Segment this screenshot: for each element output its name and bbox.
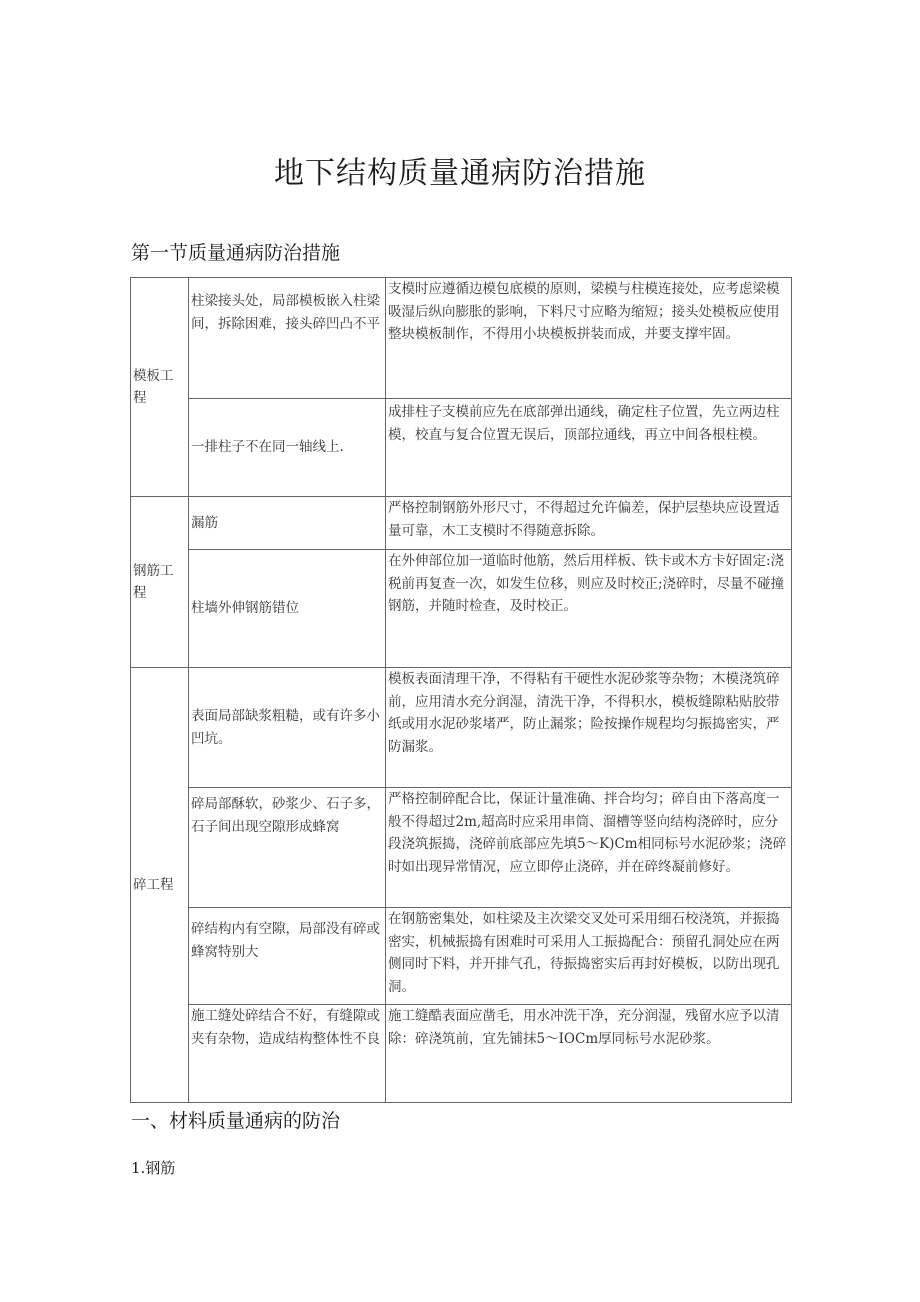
measures-table: [130, 277, 792, 1103]
measure-cell: 严格控制钢筋外形尺寸，不得超过允许偏差，保护层垫块应设置适量可靠，木工支模时不得随意拆除。: [386, 497, 792, 550]
problem-cell: 碎局部酥软，砂浆少、石子多，石子间出现空隙形成蜂窝: [189, 788, 386, 908]
table-row: [131, 399, 792, 497]
measure-cell: 在钢筋密集处，如柱梁及主次梁交叉处可采用细石校浇筑，并振捣密实，机械振捣有困难时可采用人工振捣配合：预留孔洞处应在两侧同时下料，并开排气孔，待振捣密实后再封好模板，以防出现孔洞。: [386, 908, 792, 1005]
problem-cell: 柱梁接头处，局部模板嵌入柱梁间，拆除困难，接头碎凹凸不平: [189, 278, 386, 399]
measure-cell: 模板表面清理干净，不得粘有干硬性水泥砂浆等杂物；木模浇筑碎前，应用清水充分润湿，清洗干净，不得积水，模板缝隙粘贴胶带纸或用水泥砂浆堵严，防止漏浆；险按操作规程均匀振捣密实，严防漏浆。: [386, 668, 792, 788]
problem-cell: 一排柱子不在同一轴线上.: [189, 399, 386, 497]
table-row: [131, 497, 792, 550]
category-cell: 模板工程: [131, 278, 189, 497]
measure-cell: 严格控制碎配合比，保证计量准确、拌合均匀；碎自由下落高度一般不得超过2m,超高时应采用串筒、溜槽等竖向结构浇碎时，应分段浇筑振捣，浇碎前底部应先填5〜K)Cm相同标号水泥砂浆；浇碎时如出现异常情况，应立即停止浇碎，并在碎终凝前修好。: [386, 788, 792, 908]
problem-cell: 施工缝处碎结合不好，有缝隙或夹有杂物，造成结构整体性不良: [189, 1005, 386, 1103]
category-cell: 碎工程: [131, 668, 189, 1103]
measure-cell: 在外伸部位加一道临时他筋，然后用样板、铁卡或木方卡好固定:浇税前再复查一次，如发生位移，则应及时校正;浇碎时，尽量不碰撞钢筋，并随时检查，及时校正。: [386, 550, 792, 668]
table-row: [131, 278, 792, 399]
table-row: [131, 908, 792, 1005]
measure-cell: 成排柱子支模前应先在底部弹出通线，确定柱子位置，先立两边柱模，校直与复合位置无误后，顶部拉通线，再立中间各根柱模。: [386, 399, 792, 497]
problem-cell: 柱墙外伸钢筋错位: [189, 550, 386, 668]
item-title: 1.钢筋: [131, 1159, 176, 1177]
problem-cell: 漏筋: [189, 497, 386, 550]
category-cell: 钢筋工程: [131, 497, 189, 668]
table-row: [131, 550, 792, 668]
problem-cell: 表面局部缺浆粗糙，或有许多小凹坑。: [189, 668, 386, 788]
table-row: [131, 788, 792, 908]
document-title: 地下结构质量通病防治措施: [274, 156, 646, 191]
section-title: 第一节质量通病防治措施: [131, 242, 341, 264]
table-row: [131, 1005, 792, 1103]
measure-cell: 施工缝酷表面应凿毛，用水冲洗干净，充分润湿，残留水应予以清除：碎浇筑前，宜先铺抹5〜IOCm厚同标号水泥砂浆。: [386, 1005, 792, 1103]
table-row: [131, 668, 792, 788]
problem-cell: 碎结构内有空隙，局部没有碎或蜂窝特别大: [189, 908, 386, 1005]
subsection-title: 一、材料质量通病的防治: [131, 1110, 341, 1132]
measure-cell: 支模时应遵循边模包底模的原则，梁模与柱模连接处，应考虑梁模吸湿后纵向膨胀的影响，下料尺寸应略为缩短；接头处模板应使用整块模板制作，不得用小块模板拼装而成，并要支撑牢固。: [386, 278, 792, 399]
